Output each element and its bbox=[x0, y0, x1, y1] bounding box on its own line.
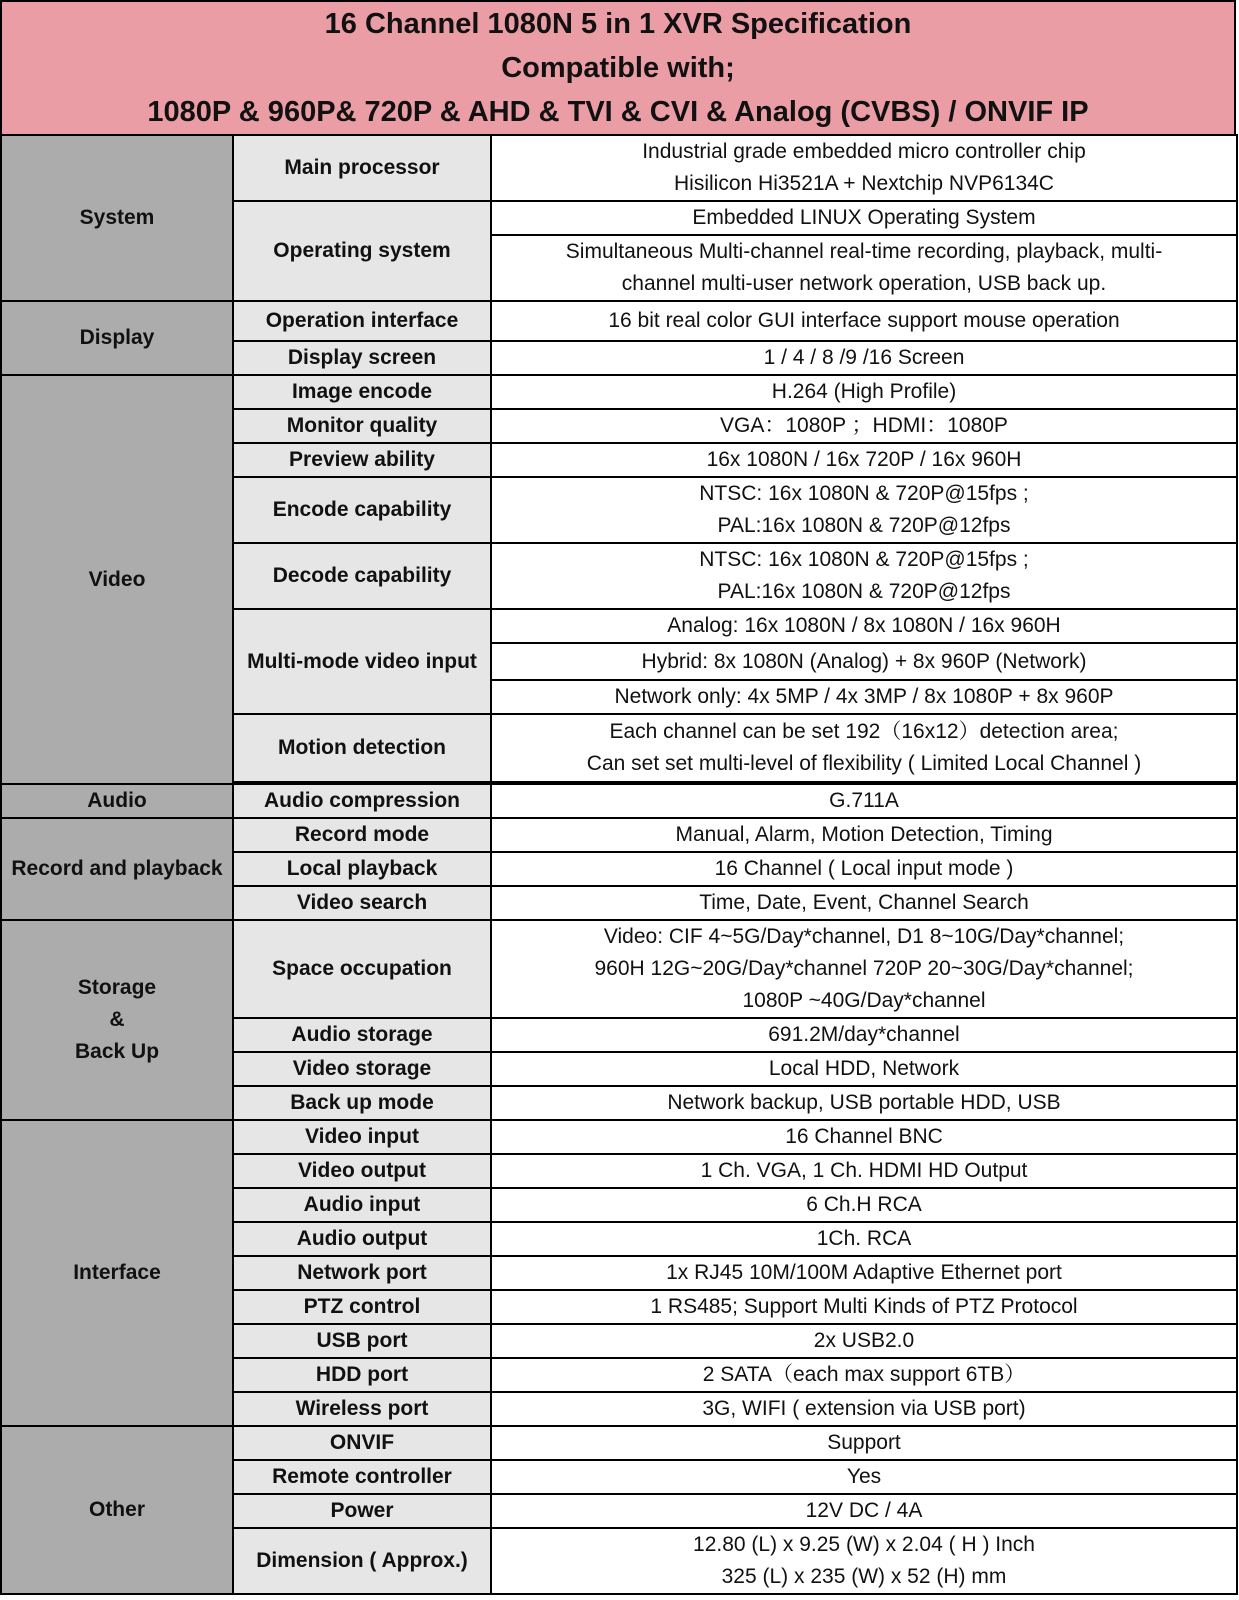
value-operation-interface: 16 bit real color GUI interface support mouse operation bbox=[491, 301, 1237, 341]
value-monitor-quality: VGA：1080P ；HDMI：1080P bbox=[491, 409, 1237, 443]
item-back-up-mode: Back up mode bbox=[233, 1086, 491, 1120]
item-ptz-control: PTZ control bbox=[233, 1290, 491, 1324]
category-other: Other bbox=[1, 1426, 233, 1594]
value-space-occupation: Video: CIF 4~5G/Day*channel, D1 8~10G/Day*channel; 960H 12G~20G/Day*channel 720P 20~30G/Day*channel; 1080P ~40G/Day*channel bbox=[491, 920, 1237, 1018]
item-record-mode: Record mode bbox=[233, 818, 491, 852]
item-video-storage: Video storage bbox=[233, 1052, 491, 1086]
item-hdd-port: HDD port bbox=[233, 1358, 491, 1392]
category-interface: Interface bbox=[1, 1120, 233, 1426]
value-decode-capability: NTSC: 16x 1080N & 720P@15fps ; PAL:16x 1080N & 720P@12fps bbox=[491, 543, 1237, 609]
item-wireless-port: Wireless port bbox=[233, 1392, 491, 1426]
category-storage-backup: Storage & Back Up bbox=[1, 920, 233, 1120]
value-display-screen: 1 / 4 / 8 /9 /16 Screen bbox=[491, 341, 1237, 375]
item-onvif: ONVIF bbox=[233, 1426, 491, 1460]
category-system: System bbox=[1, 135, 233, 301]
table-row bbox=[1, 1120, 1237, 1154]
item-usb-port: USB port bbox=[233, 1324, 491, 1358]
value-video-input: 16 Channel BNC bbox=[491, 1120, 1237, 1154]
value-audio-input: 6 Ch.H RCA bbox=[491, 1188, 1237, 1222]
value-wireless-port: 3G, WIFI ( extension via USB port) bbox=[491, 1392, 1237, 1426]
table-row bbox=[1, 920, 1237, 1018]
item-display-screen: Display screen bbox=[233, 341, 491, 375]
category-display: Display bbox=[1, 301, 233, 375]
item-multi-mode-video-input: Multi-mode video input bbox=[233, 609, 491, 714]
spec-subtitle: Compatible with; bbox=[501, 52, 735, 84]
table-row bbox=[1, 1426, 1237, 1460]
item-remote-controller: Remote controller bbox=[233, 1460, 491, 1494]
value-dimension: 12.80 (L) x 9.25 (W) x 2.04 ( H ) Inch 325 (L) x 235 (W) x 52 (H) mm bbox=[491, 1528, 1237, 1594]
item-image-encode: Image encode bbox=[233, 375, 491, 409]
value-video-storage: Local HDD, Network bbox=[491, 1052, 1237, 1086]
value-audio-storage: 691.2M/day*channel bbox=[491, 1018, 1237, 1052]
item-video-search: Video search bbox=[233, 886, 491, 920]
item-space-occupation: Space occupation bbox=[233, 920, 491, 1018]
value-video-output: 1 Ch. VGA, 1 Ch. HDMI HD Output bbox=[491, 1154, 1237, 1188]
value-operating-system-1: Embedded LINUX Operating System bbox=[491, 201, 1237, 235]
value-preview-ability: 16x 1080N / 16x 720P / 16x 960H bbox=[491, 443, 1237, 477]
item-monitor-quality: Monitor quality bbox=[233, 409, 491, 443]
spec-table bbox=[0, 134, 1238, 1595]
item-video-output: Video output bbox=[233, 1154, 491, 1188]
compatibility-list: 1080P & 960P& 720P & AHD & TVI & CVI & Analog (CVBS) / ONVIF IP bbox=[147, 96, 1089, 128]
table-row bbox=[1, 375, 1237, 409]
item-main-processor: Main processor bbox=[233, 135, 491, 201]
value-motion-detection: Each channel can be set 192（16x12）detection area; Can set set multi-level of flexibility ( Limited Local Channel ) bbox=[491, 714, 1237, 782]
value-ptz-control: 1 RS485; Support Multi Kinds of PTZ Protocol bbox=[491, 1290, 1237, 1324]
value-record-mode: Manual, Alarm, Motion Detection, Timing bbox=[491, 818, 1237, 852]
value-back-up-mode: Network backup, USB portable HDD, USB bbox=[491, 1086, 1237, 1120]
item-audio-output: Audio output bbox=[233, 1222, 491, 1256]
value-video-search: Time, Date, Event, Channel Search bbox=[491, 886, 1237, 920]
value-encode-capability: NTSC: 16x 1080N & 720P@15fps ; PAL:16x 1080N & 720P@12fps bbox=[491, 477, 1237, 543]
value-audio-compression: G.711A bbox=[491, 784, 1237, 818]
table-row bbox=[1, 301, 1237, 341]
category-audio: Audio bbox=[1, 784, 233, 818]
item-network-port: Network port bbox=[233, 1256, 491, 1290]
item-audio-compression: Audio compression bbox=[233, 784, 491, 818]
value-usb-port: 2x USB2.0 bbox=[491, 1324, 1237, 1358]
item-local-playback: Local playback bbox=[233, 852, 491, 886]
value-operating-system-2: Simultaneous Multi-channel real-time recording, playback, multi- channel multi-user network operation, USB back up. bbox=[491, 235, 1237, 301]
item-operating-system: Operating system bbox=[233, 201, 491, 301]
item-preview-ability: Preview ability bbox=[233, 443, 491, 477]
item-audio-input: Audio input bbox=[233, 1188, 491, 1222]
item-operation-interface: Operation interface bbox=[233, 301, 491, 341]
item-encode-capability: Encode capability bbox=[233, 477, 491, 543]
value-onvif: Support bbox=[491, 1426, 1237, 1460]
value-multi-mode-analog: Analog: 16x 1080N / 8x 1080N / 16x 960H bbox=[491, 609, 1237, 643]
spec-header bbox=[0, 0, 1236, 134]
value-local-playback: 16 Channel ( Local input mode ) bbox=[491, 852, 1237, 886]
value-remote-controller: Yes bbox=[491, 1460, 1237, 1494]
value-multi-mode-hybrid: Hybrid: 8x 1080N (Analog) + 8x 960P (Network) bbox=[491, 643, 1237, 680]
value-audio-output: 1Ch. RCA bbox=[491, 1222, 1237, 1256]
value-multi-mode-network: Network only: 4x 5MP / 4x 3MP / 8x 1080P + 8x 960P bbox=[491, 680, 1237, 714]
item-decode-capability: Decode capability bbox=[233, 543, 491, 609]
value-power: 12V DC / 4A bbox=[491, 1494, 1237, 1528]
item-dimension: Dimension ( Approx.) bbox=[233, 1528, 491, 1594]
category-video: Video bbox=[1, 375, 233, 784]
spec-title: 16 Channel 1080N 5 in 1 XVR Specification bbox=[324, 8, 912, 40]
table-row bbox=[1, 784, 1237, 818]
value-hdd-port: 2 SATA（each max support 6TB） bbox=[491, 1358, 1237, 1392]
value-image-encode: H.264 (High Profile) bbox=[491, 375, 1237, 409]
table-row bbox=[1, 135, 1237, 201]
item-power: Power bbox=[233, 1494, 491, 1528]
value-main-processor: Industrial grade embedded micro controller chip Hisilicon Hi3521A + Nextchip NVP6134C bbox=[491, 135, 1237, 201]
item-video-input: Video input bbox=[233, 1120, 491, 1154]
table-row bbox=[1, 818, 1237, 852]
value-network-port: 1x RJ45 10M/100M Adaptive Ethernet port bbox=[491, 1256, 1237, 1290]
item-motion-detection: Motion detection bbox=[233, 714, 491, 782]
category-record-and-playback: Record and playback bbox=[1, 818, 233, 920]
item-audio-storage: Audio storage bbox=[233, 1018, 491, 1052]
